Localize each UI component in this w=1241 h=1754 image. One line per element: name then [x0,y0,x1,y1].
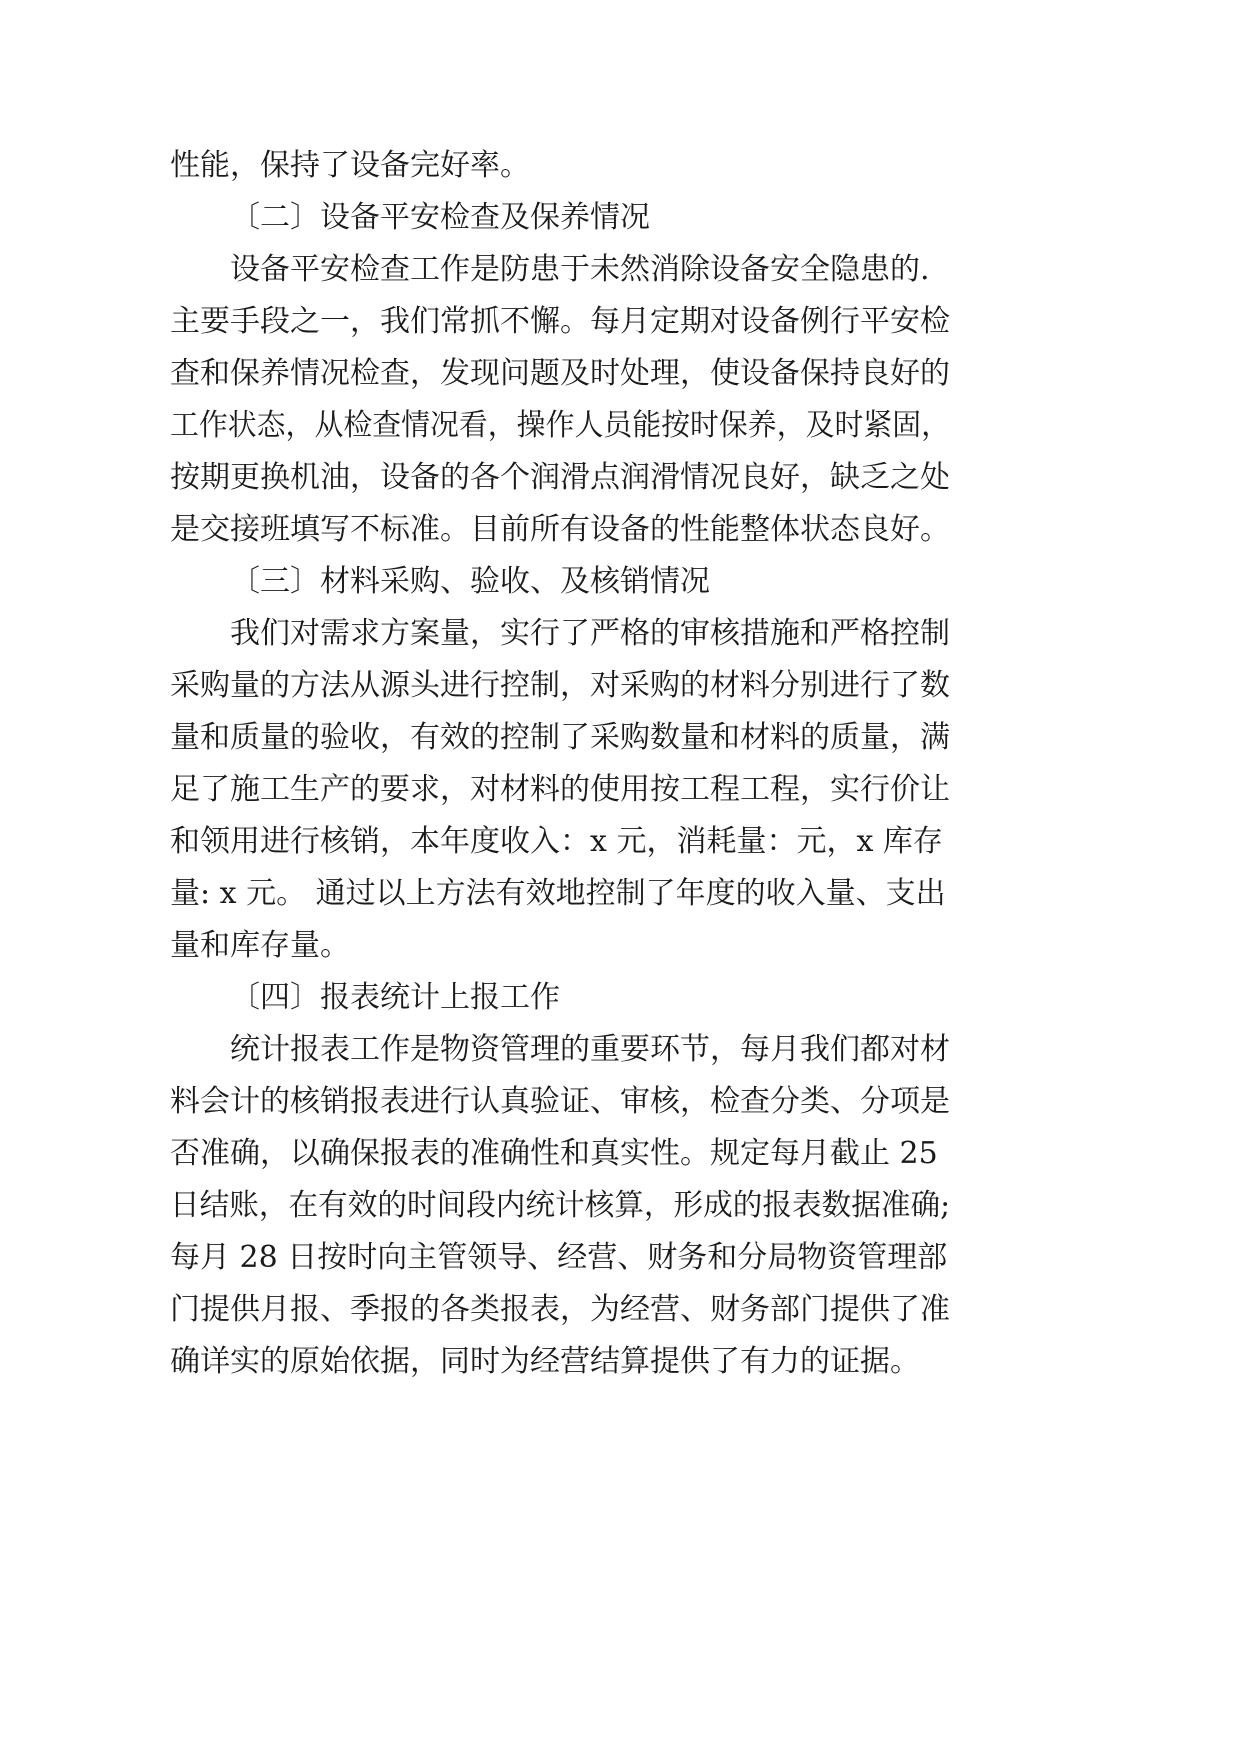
text-line: 确详实的原始依据，同时为经营结算提供了有力的证据。 [170,1344,920,1379]
section-heading: 〔三〕材料采购、验收、及核销情况 [230,564,710,599]
text-line: 量和库存量。 [170,928,350,963]
text-line: 工作状态，从检查情况看，操作人员能按时保养，及时紧固， [170,408,951,443]
text-line: 我们对需求方案量，实行了严格的审核措施和严格控制 [230,616,950,651]
text-line: 否准确，以确保报表的准确性和真实性。规定每月截止 25 [170,1136,938,1171]
section-heading: 〔二〕设备平安检查及保养情况 [230,200,650,235]
text-line: 和领用进行核销，本年度收入：x 元，消耗量：元，x 库存 [170,824,943,859]
text-line: 日结账，在有效的时间段内统计核算，形成的报表数据准确; [170,1188,951,1223]
text-line: 量: x 元。 通过以上方法有效地控制了年度的收入量、支出 [170,876,946,911]
text-line: 足了施工生产的要求，对材料的使用按工程工程，实行价让 [170,772,950,807]
text-line: 采购量的方法从源头进行控制，对采购的材料分别进行了数 [170,668,950,703]
text-line: 每月 28 日按时向主管领导、经营、财务和分局物资管理部 [170,1240,948,1275]
text-line: 门提供月报、季报的各类报表，为经营、财务部门提供了准 [170,1292,950,1327]
section-heading: 〔四〕报表统计上报工作 [230,980,560,1015]
text-line: 料会计的核销报表进行认真验证、审核，检查分类、分项是 [170,1084,950,1119]
text-line: 性能，保持了设备完好率。 [170,148,530,183]
text-line: 按期更换机油，设备的各个润滑点润滑情况良好，缺乏之处 [170,460,950,495]
text-line: 设备平安检查工作是防患于未然消除设备安全隐患的. [230,252,930,287]
text-line: 统计报表工作是物资管理的重要环节，每月我们都对材 [230,1032,950,1067]
text-line: 量和质量的验收，有效的控制了采购数量和材料的质量，满 [170,720,950,755]
text-line: 查和保养情况检查，发现问题及时处理，使设备保持良好的 [170,356,950,391]
text-line: 主要手段之一，我们常抓不懈。每月定期对设备例行平安检 [170,304,950,339]
text-line: 是交接班填写不标准。目前所有设备的性能整体状态良好。 [170,512,950,547]
